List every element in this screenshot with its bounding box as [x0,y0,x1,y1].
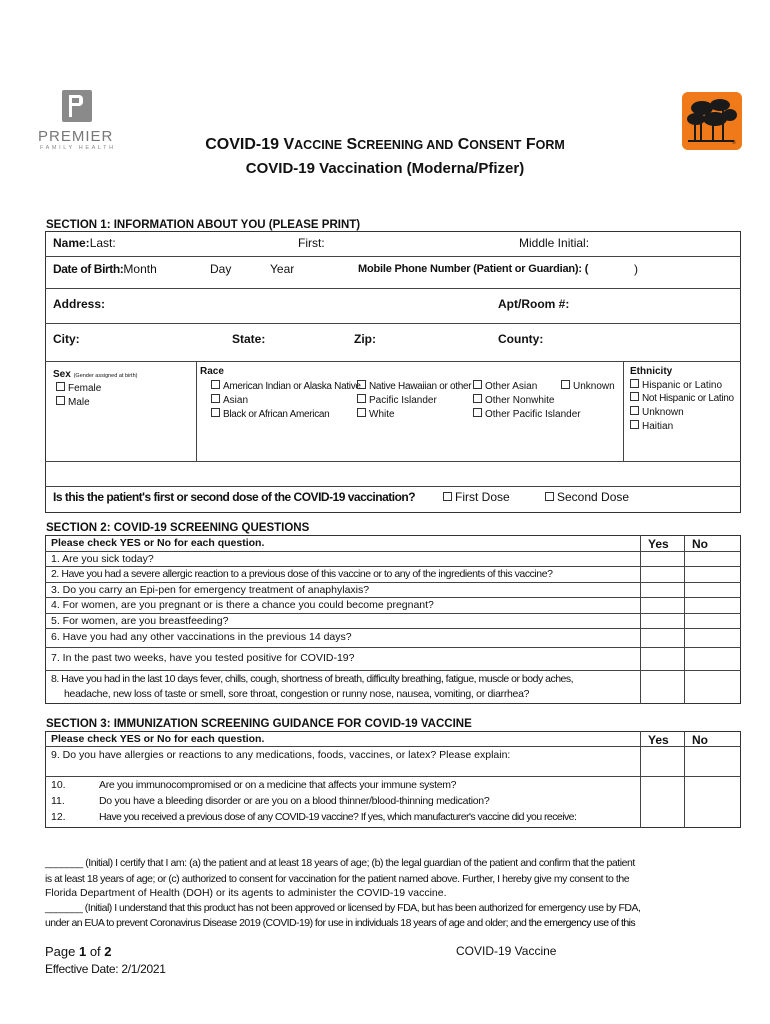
ethnicity-label: Ethnicity [630,366,673,377]
logo-subtitle: FAMILY HEALTH [40,145,116,151]
sex-label: Sex (Gender assigned at birth) [53,369,138,380]
mobile-phone-field[interactable]: Mobile Phone Number (Patient or Guardian): ( [358,263,589,275]
county-field[interactable]: County: [498,332,544,346]
second-dose-checkbox[interactable]: Second Dose [545,490,629,504]
question-9: 9. Do you have allergies or reactions to any medications, foods, vaccines, or latex? Please explain: [51,749,511,761]
section1-heading: SECTION 1: INFORMATION ABOUT YOU (PLEASE PRINT) [46,219,361,231]
form-title: COVID-19 VACCINE SCREENING AND CONSENT FORM [205,136,565,153]
section3-yes-header: Yes [648,733,669,747]
section2-no-header: No [692,537,708,551]
question-3: 3. Do you carry an Epi-pen for emergency treatment of anaphylaxis? [51,584,370,596]
question-10-number: 10. [51,779,66,791]
name-field[interactable]: Name:Last: [53,236,116,250]
form-subtitle: COVID-19 Vaccination (Moderna/Pfizer) [245,160,525,177]
phone-close-paren: ) [634,262,638,276]
dob-year-field[interactable]: Year [270,262,295,276]
consent-initial-1: _______ (Initial) I certify that I am: (a) the patient and at least 18 years of age; (b) the legal guardian of the patient and confirm that the patient [45,857,635,869]
race-pacific-islander-checkbox[interactable]: Pacific Islander [357,394,437,406]
consent-initial-2: _______ (Initial) I understand that this product has not been approved or licensed by FDA, but has been authorized for emergency use by FDA, [45,902,641,914]
ethnicity-hispanic-checkbox[interactable]: Hispanic or Latino [630,379,722,391]
question-6: 6. Have you had any other vaccinations in the previous 14 days? [51,631,352,643]
race-asian-checkbox[interactable]: Asian [211,394,248,406]
question-12: Have you received a previous dose of any COVID-19 vaccine? If yes, which manufacturer's vaccine did you receive: [99,811,577,823]
zip-field[interactable]: Zip: [354,332,376,346]
section2-instruction: Please check YES or No for each question. [51,537,265,549]
effective-date: Effective Date: 2/1/2021 [45,962,166,976]
section3-instruction: Please check YES or No for each question. [51,733,265,745]
ethnicity-not-hispanic-checkbox[interactable]: Not Hispanic or Latino [630,392,734,404]
footer-doc-name: COVID-19 Vaccine [456,944,557,958]
ethnicity-haitian-checkbox[interactable]: Haitian [630,420,673,432]
race-unknown-checkbox[interactable]: Unknown [561,380,615,392]
consent-text-1b: is at least 18 years of age; or (c) authorized to consent for vaccination for the patient named above. Further, I hereby give my consent to the [45,873,630,885]
section3-heading: SECTION 3: IMMUNIZATION SCREENING GUIDANCE FOR COVID-19 VACCINE [46,718,472,730]
section2-yes-header: Yes [648,537,669,551]
question-8-cont: headache, new loss of taste or smell, sore throat, congestion or runny nose, nausea, vomiting, or diarrhea? [64,688,530,700]
race-other-nonwhite-checkbox[interactable]: Other Nonwhite [473,394,554,406]
race-label: Race [200,366,224,377]
race-white-checkbox[interactable]: White [357,408,395,420]
section2-heading: SECTION 2: COVID-19 SCREENING QUESTIONS [46,522,310,534]
sex-female-checkbox[interactable]: Female [56,382,101,394]
dose-question: Is this the patient's first or second dose of the COVID-19 vaccination? [53,490,416,504]
question-2: 2. Have you had a severe allergic reaction to a previous dose of this vaccine or to any of the ingredients of this vaccine? [51,568,553,580]
svg-text:®: ® [732,140,736,146]
first-name-field[interactable]: First: [298,236,325,250]
race-native-hawaiian-checkbox[interactable]: Native Hawaiian or other [357,380,471,392]
logo-name: PREMIER [38,128,114,145]
city-field[interactable]: City: [53,332,80,346]
middle-initial-field[interactable]: Middle Initial: [519,236,590,250]
question-12-number: 12. [51,811,66,823]
question-4: 4. For women, are you pregnant or is there a chance you could become pregnant? [51,599,434,611]
dob-day-field[interactable]: Day [210,262,232,276]
state-field[interactable]: State: [232,332,266,346]
first-dose-checkbox[interactable]: First Dose [443,490,510,504]
apt-room-field[interactable]: Apt/Room #: [498,297,570,311]
question-1: 1. Are you sick today? [51,553,154,565]
sex-male-checkbox[interactable]: Male [56,396,90,408]
question-11-number: 11. [51,795,65,807]
dob-field[interactable]: Date of Birth:Month [53,262,157,276]
race-other-pacific-islander-checkbox[interactable]: Other Pacific Islander [473,408,581,420]
race-black-checkbox[interactable]: Black or African American [211,408,329,420]
ethnicity-unknown-checkbox[interactable]: Unknown [630,406,684,418]
race-other-asian-checkbox[interactable]: Other Asian [473,380,537,392]
question-7: 7. In the past two weeks, have you tested positive for COVID-19? [51,652,355,664]
section3-no-header: No [692,733,708,747]
question-10: Are you immunocompromised or on a medicine that affects your immune system? [99,779,457,791]
page-number: Page 1 of 2 [45,944,112,959]
race-american-indian-checkbox[interactable]: American Indian or Alaska Native [211,380,361,392]
question-11: Do you have a bleeding disorder or are you on a blood thinner/blood-thinning medication? [99,795,490,807]
premier-logo-icon [62,90,92,122]
consent-text-1c: Florida Department of Health (DOH) or its agents to administer the COVID-19 vaccine. [45,887,447,899]
question-5: 5. For women, are you breastfeeding? [51,615,229,627]
consent-text-2b: under an EUA to prevent Coronavirus Disease 2019 (COVID-19) for use in individuals 18 years of age and older; and the emergency use of this [45,917,636,929]
question-8: 8. Have you had in the last 10 days fever, chills, cough, shortness of breath, difficulty breathing, fatigue, muscle or body aches, [51,673,574,685]
address-field[interactable]: Address: [53,297,106,311]
